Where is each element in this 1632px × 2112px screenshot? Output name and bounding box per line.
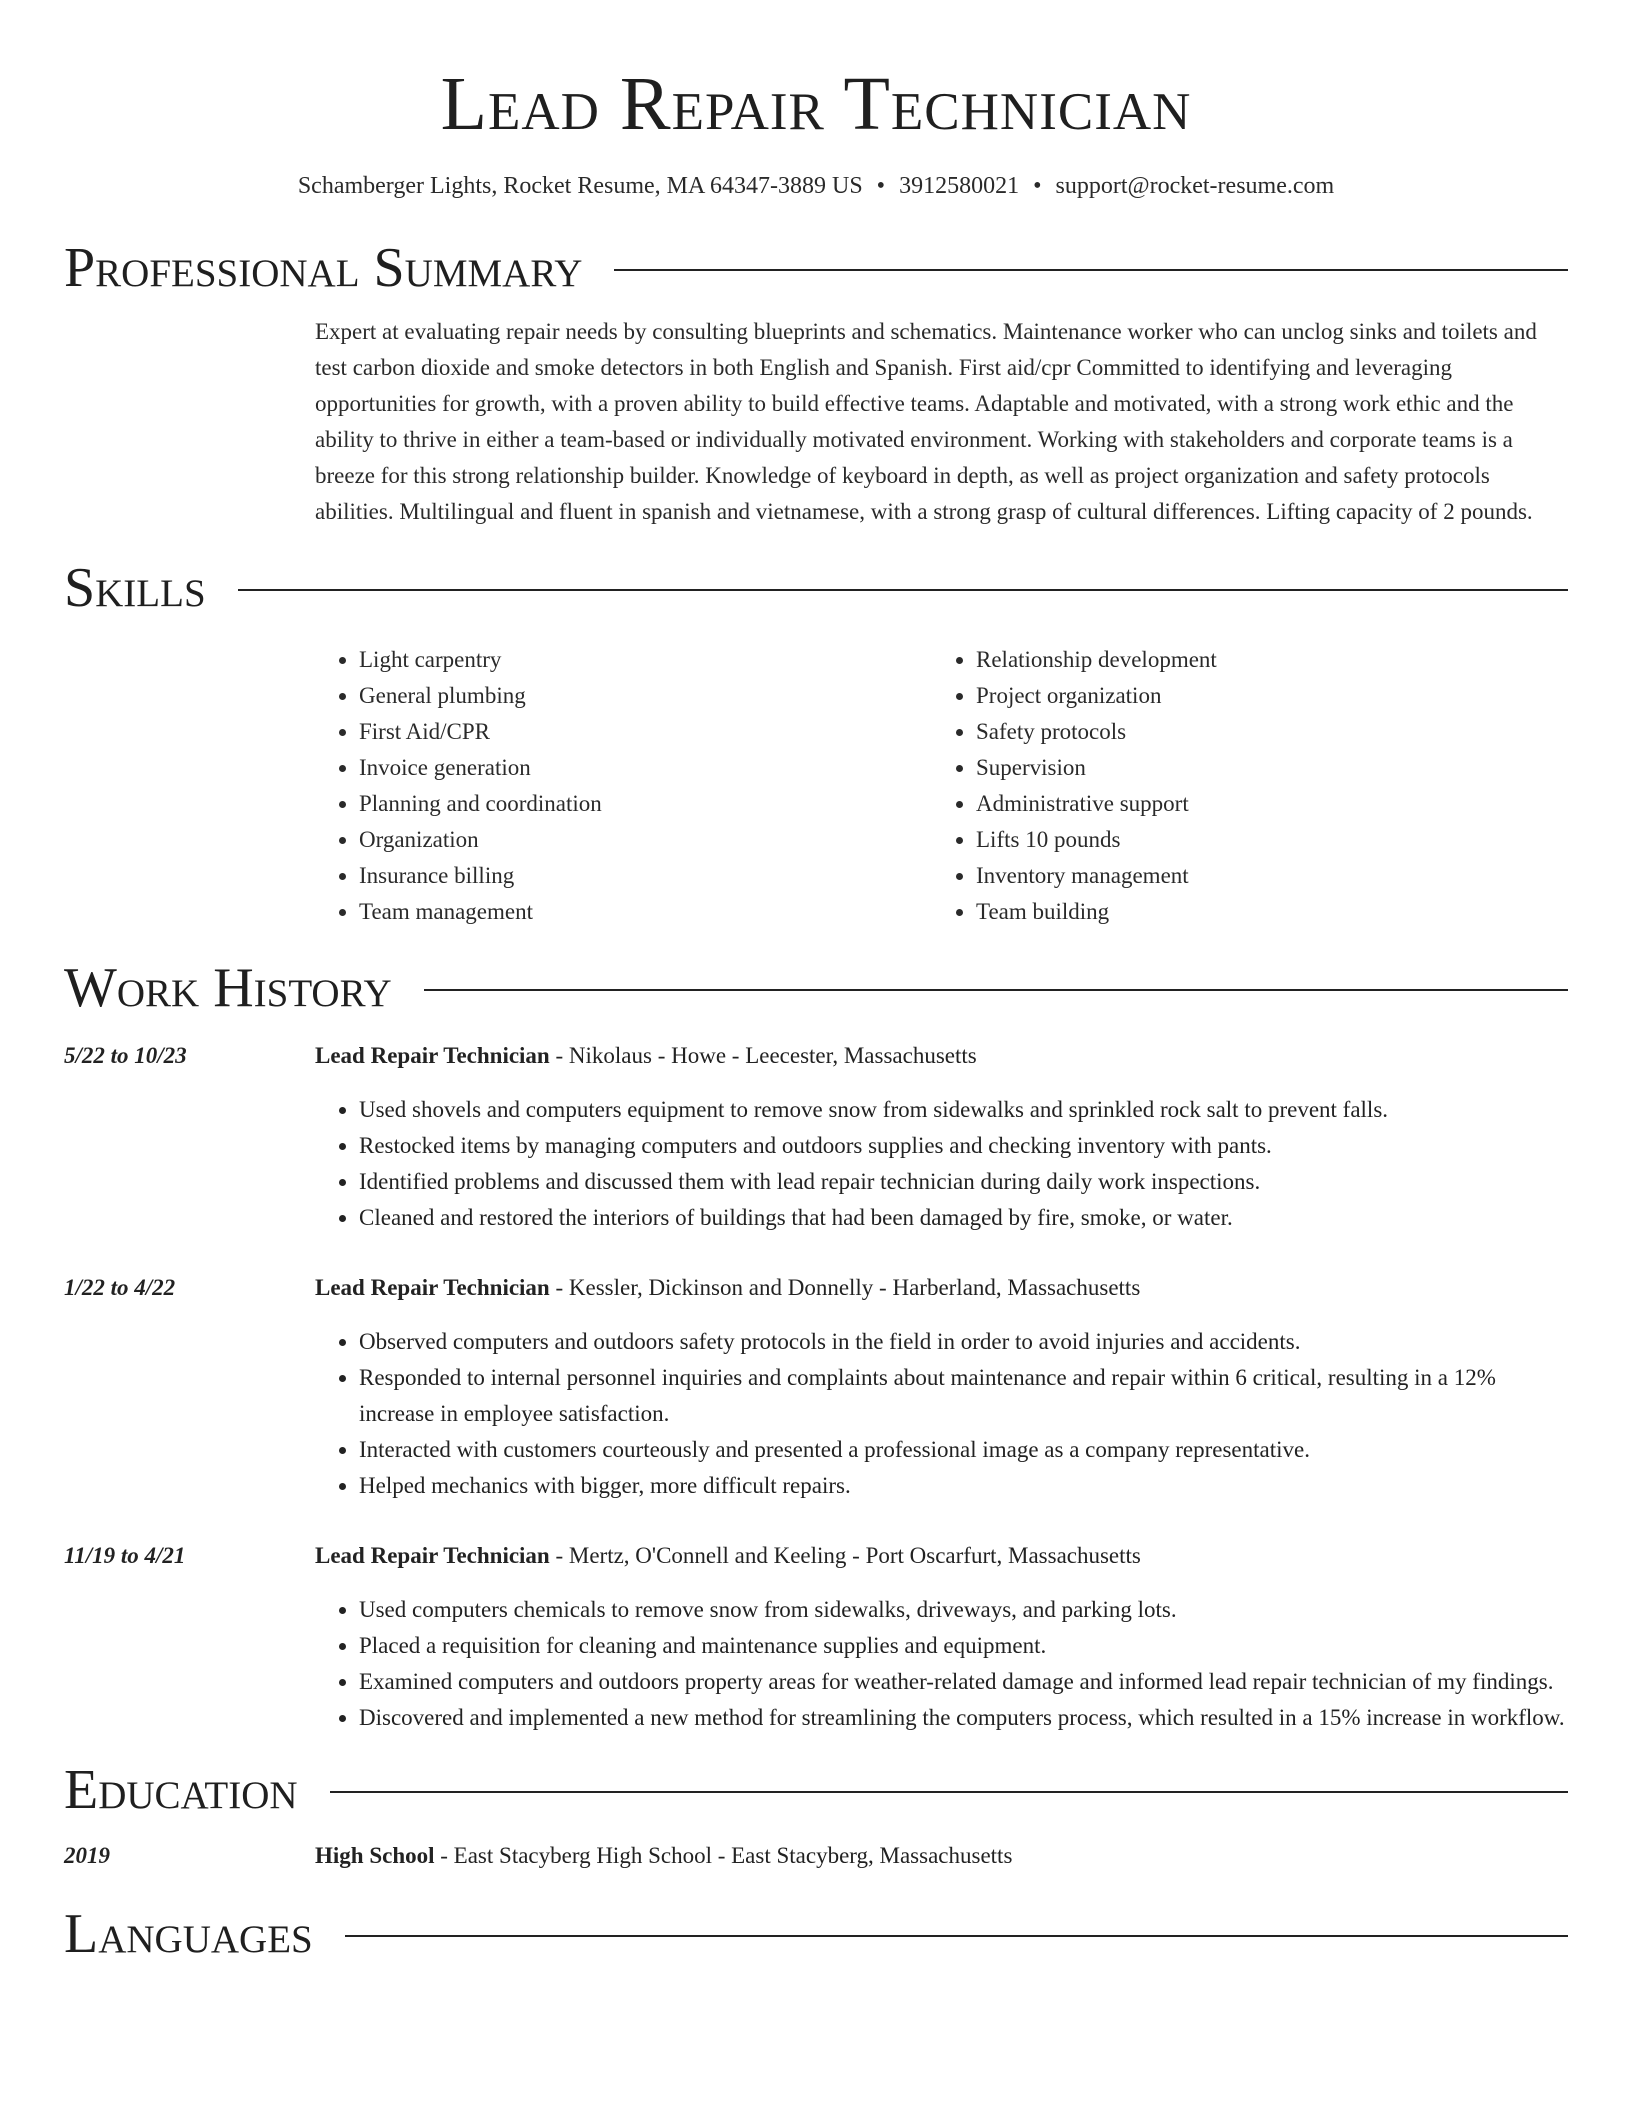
- summary-section-header: [64, 236, 1568, 300]
- education-school: - East Stacyberg High School - East Stacyberg, Massachusetts: [434, 1843, 1013, 1868]
- job-employer: - Kessler, Dickinson and Donnelly - Harberland, Massachusetts: [549, 1275, 1141, 1300]
- job-entry: [64, 1538, 1568, 1736]
- job-dates: 11/19 to 4/21: [64, 1543, 186, 1568]
- job-title-line: [315, 1270, 1568, 1306]
- skill-item: • Project organization: [976, 678, 1549, 714]
- job-body: [315, 1538, 1568, 1736]
- languages-section-header: [64, 1902, 1568, 1966]
- job-bullet: • Examined computers and outdoors property areas for weather-related damage and informed lead repair technician of my findings.: [359, 1664, 1568, 1700]
- skill-item: • Relationship development: [976, 642, 1549, 678]
- skills-list: [315, 642, 1568, 930]
- job-bullet: • Interacted with customers courteously and presented a professional image as a company representative.: [359, 1432, 1568, 1468]
- summary-heading: Professional Summary: [64, 237, 583, 299]
- section-divider: [424, 989, 1568, 991]
- education-section-header: [64, 1758, 1568, 1822]
- contact-line: [64, 170, 1568, 202]
- job-bullet: • Cleaned and restored the interiors of buildings that had been damaged by fire, smoke, or water.: [359, 1200, 1568, 1236]
- skill-item: • Administrative support: [976, 786, 1549, 822]
- job-entry: [64, 1270, 1568, 1504]
- skills-section-header: [64, 556, 1568, 620]
- job-title-line: [315, 1038, 1568, 1074]
- skill-item: • Supervision: [976, 750, 1549, 786]
- education-year: 2019: [64, 1843, 110, 1868]
- job-bullets: [315, 1324, 1568, 1504]
- job-bullet: • Restocked items by managing computers and outdoors supplies and checking inventory with pants.: [359, 1128, 1568, 1164]
- job-role: Lead Repair Technician: [315, 1275, 550, 1300]
- languages-heading: Languages: [64, 1903, 313, 1965]
- skill-item: • Insurance billing: [359, 858, 932, 894]
- job-bullet: • Observed computers and outdoors safety protocols in the field in order to avoid injuries and accidents.: [359, 1324, 1568, 1360]
- skills-heading: Skills: [64, 557, 206, 619]
- skill-item: • Team building: [976, 894, 1549, 930]
- job-bullet: • Used computers chemicals to remove snow from sidewalks, driveways, and parking lots.: [359, 1592, 1568, 1628]
- contact-separator: •: [1033, 173, 1042, 199]
- contact-address: Schamberger Lights, Rocket Resume, MA 64347-3889 US: [297, 173, 863, 199]
- section-divider: [238, 589, 1568, 591]
- skill-item: • Organization: [359, 822, 932, 858]
- skill-item: • Safety protocols: [976, 714, 1549, 750]
- work-heading: Work History: [64, 957, 392, 1019]
- job-bullet: • Placed a requisition for cleaning and maintenance supplies and equipment.: [359, 1628, 1568, 1664]
- job-bullets: [315, 1092, 1568, 1236]
- job-body: [315, 1038, 1568, 1236]
- job-bullets: [315, 1592, 1568, 1736]
- job-dates: 1/22 to 4/22: [64, 1275, 176, 1300]
- skill-item: • Lifts 10 pounds: [976, 822, 1549, 858]
- skill-item: • Team management: [359, 894, 932, 930]
- skills-column-right: [932, 642, 1549, 930]
- education-heading: Education: [64, 1759, 298, 1821]
- job-entry: [64, 1038, 1568, 1236]
- job-dates: 5/22 to 10/23: [64, 1043, 187, 1068]
- contact-email[interactable]: support@rocket-resume.com: [1055, 173, 1335, 199]
- work-section-header: [64, 956, 1568, 1020]
- job-title-line: [315, 1538, 1568, 1574]
- summary-text: Expert at evaluating repair needs by consulting blueprints and schematics. Maintenance worker who can unclog sinks and toilets and test carbon dioxide and smoke detectors in both English and Spanish. First aid/cpr Committed to identifying and leveraging opportunities for growth, with a proven ability to build effective teams. Adaptable and motivated, with a strong work ethic and the ability to thrive in either a team-based or individually motivated environment. Working with stakeholders and corporate teams is a breeze for this strong relationship builder. Knowledge of keyboard in depth, as well as project organization and safety protocols abilities. Multilingual and fluent in spanish and vietnamese, with a strong grasp of cultural differences. Lifting capacity of 2 pounds.: [315, 319, 1537, 524]
- resume-page: [64, 0, 1568, 1966]
- job-employer: - Nikolaus - Howe - Leecester, Massachusetts: [549, 1043, 977, 1068]
- skill-item: • Inventory management: [976, 858, 1549, 894]
- job-role: Lead Repair Technician: [315, 1543, 550, 1568]
- education-body: [315, 1838, 1568, 1874]
- job-bullet: • Responded to internal personnel inquiries and complaints about maintenance and repair within 6 critical, resulting in a 12% increase in employee satisfaction.: [359, 1360, 1568, 1432]
- education-degree: High School: [315, 1843, 435, 1868]
- job-bullet: • Discovered and implemented a new method for streamlining the computers process, which resulted in a 15% increase in workflow.: [359, 1700, 1568, 1736]
- job-role: Lead Repair Technician: [315, 1043, 550, 1068]
- section-divider: [330, 1791, 1568, 1793]
- education-entry: [64, 1838, 1568, 1874]
- section-divider: [614, 269, 1568, 271]
- skill-item: • First Aid/CPR: [359, 714, 932, 750]
- skill-item: • Invoice generation: [359, 750, 932, 786]
- contact-phone: 3912580021: [899, 173, 1020, 199]
- job-bullet: • Used shovels and computers equipment to remove snow from sidewalks and sprinkled rock salt to prevent falls.: [359, 1092, 1568, 1128]
- job-employer: - Mertz, O'Connell and Keeling - Port Oscarfurt, Massachusetts: [549, 1543, 1141, 1568]
- skills-column-left: [315, 642, 932, 930]
- skill-item: • General plumbing: [359, 678, 932, 714]
- job-bullet: • Helped mechanics with bigger, more difficult repairs.: [359, 1468, 1568, 1504]
- candidate-name: Lead Repair Technician: [440, 62, 1192, 146]
- contact-separator: •: [876, 173, 886, 199]
- section-divider: [345, 1935, 1568, 1937]
- skill-item: • Planning and coordination: [359, 786, 932, 822]
- job-body: [315, 1270, 1568, 1504]
- job-bullet: • Identified problems and discussed them with lead repair technician during daily work inspections.: [359, 1164, 1568, 1200]
- skill-item: • Light carpentry: [359, 642, 932, 678]
